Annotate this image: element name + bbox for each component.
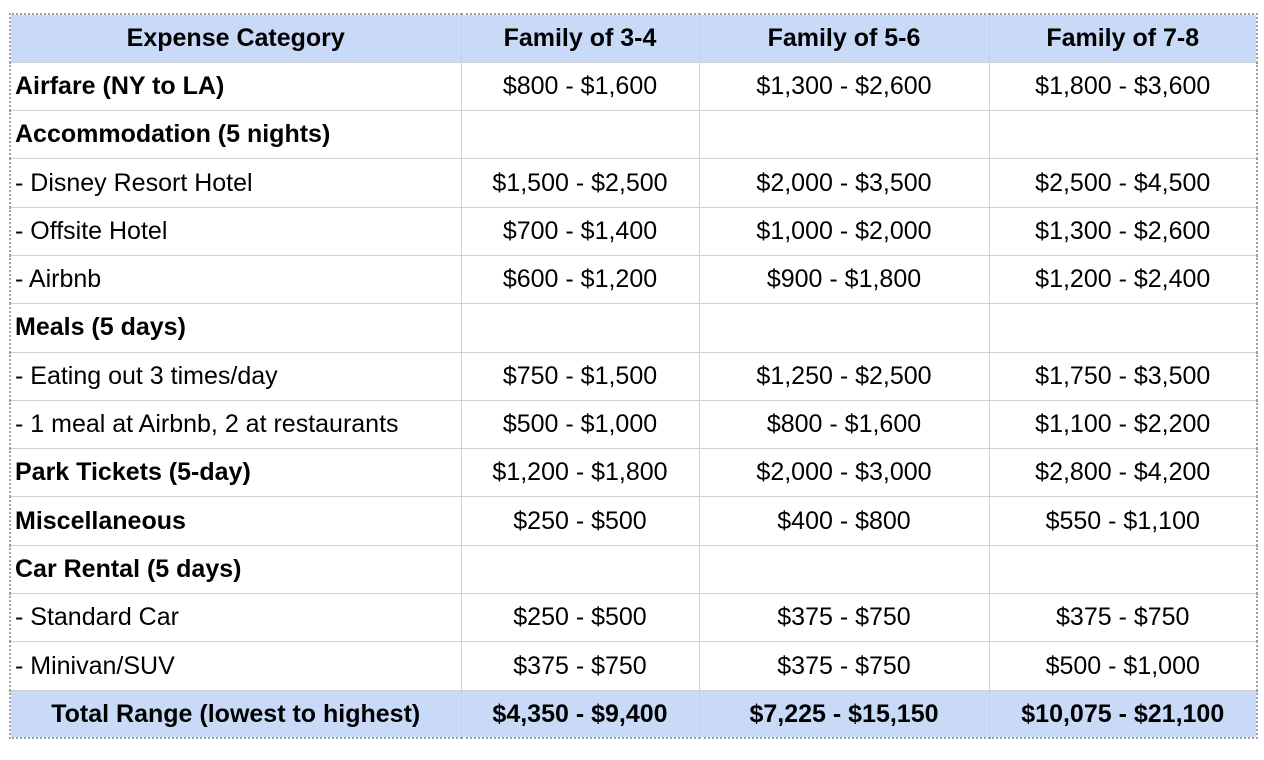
- total-value-cell: $7,225 - $15,150: [699, 690, 989, 738]
- value-cell: $1,000 - $2,000: [699, 207, 989, 255]
- value-cell: [461, 111, 699, 159]
- table-row: [10, 111, 1257, 159]
- table-row: [10, 497, 1257, 545]
- category-cell: - Disney Resort Hotel: [10, 159, 461, 207]
- category-cell: Accommodation (5 nights): [10, 111, 461, 159]
- category-cell: Car Rental (5 days): [10, 545, 461, 593]
- category-cell: - Minivan/SUV: [10, 642, 461, 690]
- category-cell: - Offsite Hotel: [10, 207, 461, 255]
- category-cell: - Airbnb: [10, 255, 461, 303]
- column-header-category: Expense Category: [10, 14, 461, 62]
- value-cell: $500 - $1,000: [461, 400, 699, 448]
- value-cell: [461, 545, 699, 593]
- value-cell: $550 - $1,100: [989, 497, 1257, 545]
- total-value-cell: $4,350 - $9,400: [461, 690, 699, 738]
- value-cell: [989, 111, 1257, 159]
- total-row: [10, 690, 1257, 738]
- total-label-cell: Total Range (lowest to highest): [10, 690, 461, 738]
- value-cell: $2,000 - $3,500: [699, 159, 989, 207]
- value-cell: $1,200 - $1,800: [461, 449, 699, 497]
- column-header-family-7-8: Family of 7-8: [989, 14, 1257, 62]
- table-row: [10, 352, 1257, 400]
- value-cell: $1,200 - $2,400: [989, 255, 1257, 303]
- value-cell: $800 - $1,600: [699, 400, 989, 448]
- value-cell: $1,500 - $2,500: [461, 159, 699, 207]
- column-header-family-5-6: Family of 5-6: [699, 14, 989, 62]
- value-cell: $1,800 - $3,600: [989, 62, 1257, 110]
- expense-table: [9, 13, 1258, 739]
- value-cell: $1,300 - $2,600: [699, 62, 989, 110]
- table-row: [10, 545, 1257, 593]
- value-cell: [699, 111, 989, 159]
- category-cell: - Eating out 3 times/day: [10, 352, 461, 400]
- total-value-cell: $10,075 - $21,100: [989, 690, 1257, 738]
- category-cell: - Standard Car: [10, 594, 461, 642]
- table-row: [10, 304, 1257, 352]
- value-cell: $900 - $1,800: [699, 255, 989, 303]
- value-cell: $375 - $750: [989, 594, 1257, 642]
- category-cell: Meals (5 days): [10, 304, 461, 352]
- table-row: [10, 449, 1257, 497]
- column-header-family-3-4: Family of 3-4: [461, 14, 699, 62]
- category-cell: Miscellaneous: [10, 497, 461, 545]
- value-cell: [461, 304, 699, 352]
- table-row: [10, 642, 1257, 690]
- header-row: [10, 14, 1257, 62]
- value-cell: $600 - $1,200: [461, 255, 699, 303]
- value-cell: $2,500 - $4,500: [989, 159, 1257, 207]
- value-cell: $500 - $1,000: [989, 642, 1257, 690]
- value-cell: $375 - $750: [699, 642, 989, 690]
- value-cell: $250 - $500: [461, 594, 699, 642]
- value-cell: [699, 304, 989, 352]
- value-cell: [989, 545, 1257, 593]
- value-cell: $2,800 - $4,200: [989, 449, 1257, 497]
- table-row: [10, 207, 1257, 255]
- value-cell: [699, 545, 989, 593]
- category-cell: - 1 meal at Airbnb, 2 at restaurants: [10, 400, 461, 448]
- value-cell: $800 - $1,600: [461, 62, 699, 110]
- value-cell: $700 - $1,400: [461, 207, 699, 255]
- table-row: [10, 594, 1257, 642]
- table-row: [10, 400, 1257, 448]
- value-cell: $750 - $1,500: [461, 352, 699, 400]
- category-cell: Airfare (NY to LA): [10, 62, 461, 110]
- category-cell: Park Tickets (5-day): [10, 449, 461, 497]
- table-row: [10, 255, 1257, 303]
- value-cell: $1,100 - $2,200: [989, 400, 1257, 448]
- value-cell: $1,300 - $2,600: [989, 207, 1257, 255]
- value-cell: [989, 304, 1257, 352]
- value-cell: $250 - $500: [461, 497, 699, 545]
- value-cell: $375 - $750: [461, 642, 699, 690]
- value-cell: $1,250 - $2,500: [699, 352, 989, 400]
- value-cell: $2,000 - $3,000: [699, 449, 989, 497]
- value-cell: $375 - $750: [699, 594, 989, 642]
- table-row: [10, 159, 1257, 207]
- table-row: [10, 62, 1257, 110]
- table-container: [9, 13, 1258, 739]
- value-cell: $400 - $800: [699, 497, 989, 545]
- value-cell: $1,750 - $3,500: [989, 352, 1257, 400]
